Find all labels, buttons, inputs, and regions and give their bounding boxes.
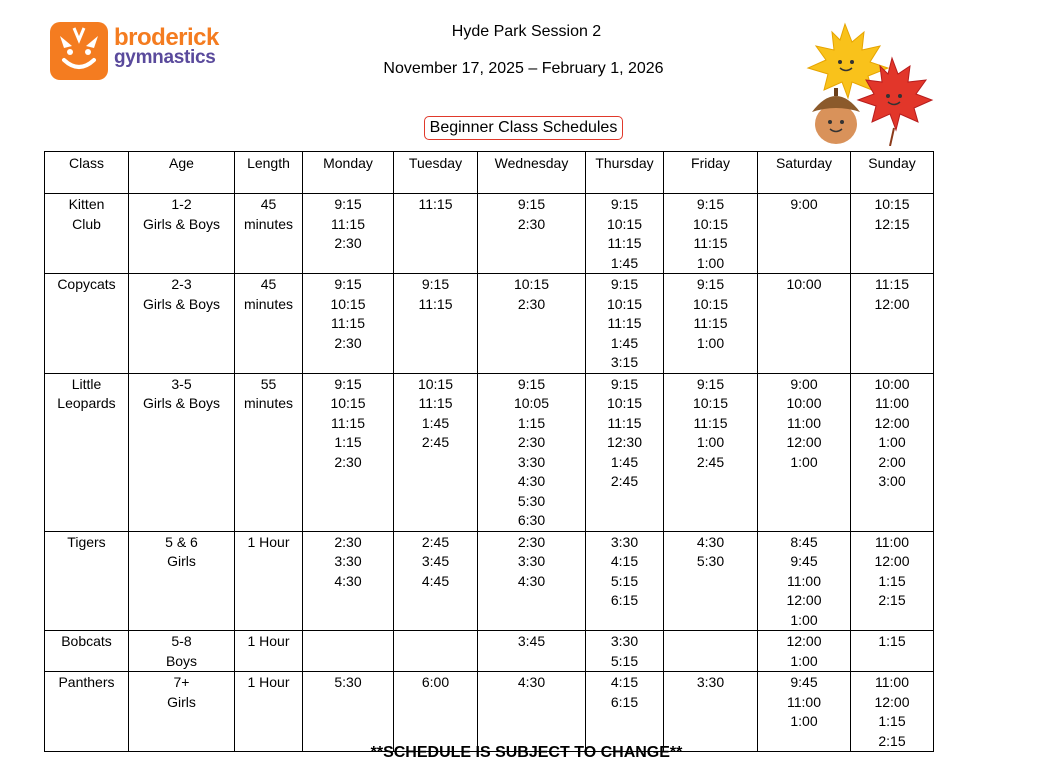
table-cell xyxy=(394,631,478,672)
table-row xyxy=(45,631,934,672)
table-cell: 11:15 xyxy=(394,194,478,274)
table-cell: 7+ Girls xyxy=(129,672,235,752)
schedule-change-notice: **SCHEDULE IS SUBJECT TO CHANGE** xyxy=(370,744,683,761)
column-header: Friday xyxy=(664,152,758,194)
table-cell: 55 minutes xyxy=(235,373,303,531)
table-cell: 4:30 xyxy=(478,672,586,752)
table-cell: 9:15 2:30 xyxy=(478,194,586,274)
table-cell: Kitten Club xyxy=(45,194,129,274)
column-header: Monday xyxy=(303,152,394,194)
table-cell: 3:30 5:15 xyxy=(586,631,664,672)
autumn-leaves-icon xyxy=(800,18,935,146)
table-cell: 10:15 2:30 xyxy=(478,274,586,374)
class-schedule-table xyxy=(44,151,934,752)
table-cell: 8:45 9:45 11:00 12:00 1:00 xyxy=(758,531,851,631)
table-cell: 9:45 11:00 1:00 xyxy=(758,672,851,752)
table-cell: 5:30 xyxy=(303,672,394,752)
table-cell: 9:15 11:15 xyxy=(394,274,478,374)
table-cell: 9:00 xyxy=(758,194,851,274)
table-cell: 9:15 10:15 11:15 1:45 xyxy=(586,194,664,274)
table-cell: 2:30 3:30 4:30 xyxy=(303,531,394,631)
table-cell: 10:00 11:00 12:00 1:00 2:00 3:00 xyxy=(851,373,934,531)
table-cell: 10:15 11:15 1:45 2:45 xyxy=(394,373,478,531)
table-cell: Panthers xyxy=(45,672,129,752)
column-header: Saturday xyxy=(758,152,851,194)
column-header: Sunday xyxy=(851,152,934,194)
table-cell: 4:30 5:30 xyxy=(664,531,758,631)
table-cell: 9:15 10:15 11:15 1:15 2:30 xyxy=(303,373,394,531)
table-row xyxy=(45,373,934,531)
table-cell: Tigers xyxy=(45,531,129,631)
table-cell: 11:00 12:00 1:15 2:15 xyxy=(851,531,934,631)
table-cell: 11:15 12:00 xyxy=(851,274,934,374)
logo-text-line1: broderick xyxy=(114,24,219,51)
table-cell xyxy=(303,631,394,672)
column-header: Thursday xyxy=(586,152,664,194)
table-cell: 1 Hour xyxy=(235,531,303,631)
table-cell: 1:15 xyxy=(851,631,934,672)
table-cell: 2:45 3:45 4:45 xyxy=(394,531,478,631)
table-cell: 9:15 10:15 11:15 1:45 3:15 xyxy=(586,274,664,374)
table-cell: 3:30 4:15 5:15 6:15 xyxy=(586,531,664,631)
table-cell: 2-3 Girls & Boys xyxy=(129,274,235,374)
table-cell: 3:30 xyxy=(664,672,758,752)
table-cell: Little Leopards xyxy=(45,373,129,531)
table-header-row xyxy=(45,152,934,194)
table-cell: 9:00 10:00 11:00 12:00 1:00 xyxy=(758,373,851,531)
table-cell: 3-5 Girls & Boys xyxy=(129,373,235,531)
table-cell: 1 Hour xyxy=(235,631,303,672)
table-row xyxy=(45,531,934,631)
table-cell: 10:00 xyxy=(758,274,851,374)
table-cell: 45 minutes xyxy=(235,274,303,374)
table-cell: 6:00 xyxy=(394,672,478,752)
table-row xyxy=(45,274,934,374)
session-dates: November 17, 2025 – February 1, 2026 xyxy=(383,60,664,77)
table-cell: 1-2 Girls & Boys xyxy=(129,194,235,274)
column-header: Class xyxy=(45,152,129,194)
table-cell: 11:00 12:00 1:15 2:15 xyxy=(851,672,934,752)
column-header: Wednesday xyxy=(478,152,586,194)
table-cell: 9:15 10:15 11:15 1:00 2:45 xyxy=(664,373,758,531)
table-cell: 9:15 11:15 2:30 xyxy=(303,194,394,274)
table-cell: 10:15 12:15 xyxy=(851,194,934,274)
table-cell: 9:15 10:15 11:15 2:30 xyxy=(303,274,394,374)
table-row xyxy=(45,672,934,752)
table-cell: 3:45 xyxy=(478,631,586,672)
column-header: Length xyxy=(235,152,303,194)
column-header: Tuesday xyxy=(394,152,478,194)
table-cell: 5 & 6 Girls xyxy=(129,531,235,631)
table-cell: 9:15 10:15 11:15 12:30 1:45 2:45 xyxy=(586,373,664,531)
table-cell: Copycats xyxy=(45,274,129,374)
table-cell: 9:15 10:15 11:15 1:00 xyxy=(664,194,758,274)
page-title: Hyde Park Session 2 xyxy=(451,23,602,40)
table-cell: 9:15 10:05 1:15 2:30 3:30 4:30 5:30 6:30 xyxy=(478,373,586,531)
table-cell: 1 Hour xyxy=(235,672,303,752)
table-cell xyxy=(664,631,758,672)
table-cell: 2:30 3:30 4:30 xyxy=(478,531,586,631)
table-cell: 9:15 10:15 11:15 1:00 xyxy=(664,274,758,374)
table-cell: 5-8 Boys xyxy=(129,631,235,672)
table-cell: 12:00 1:00 xyxy=(758,631,851,672)
table-cell: Bobcats xyxy=(45,631,129,672)
table-cell: 45 minutes xyxy=(235,194,303,274)
table-row xyxy=(45,194,934,274)
logo-text-line2: gymnastics xyxy=(114,47,216,68)
table-cell: 4:15 6:15 xyxy=(586,672,664,752)
column-header: Age xyxy=(129,152,235,194)
schedule-subtitle: Beginner Class Schedules xyxy=(424,116,624,140)
